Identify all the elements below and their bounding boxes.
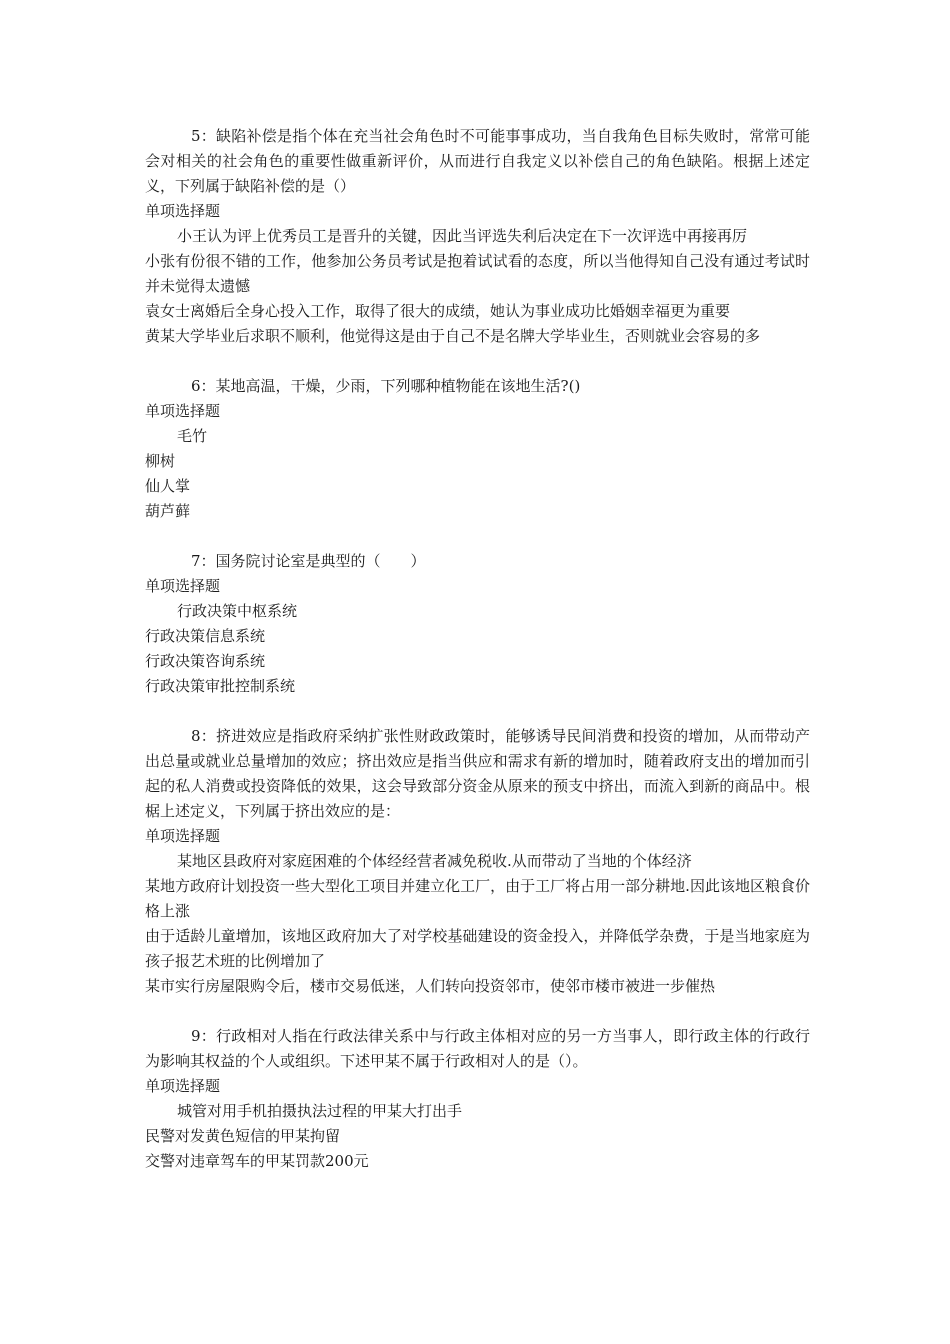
option-item: 交警对违章驾车的甲某罚款200元 <box>145 1152 369 1170</box>
question-6 <box>145 374 810 524</box>
document-page <box>145 124 810 1199</box>
option-list <box>145 424 810 524</box>
option-list <box>145 224 810 349</box>
option-item: 毛竹 <box>177 427 208 445</box>
question-8 <box>145 724 810 999</box>
option-item: 某市实行房屋限购令后，楼市交易低迷，人们转向投资邻市，使邻市楼市被进一步催热 <box>145 977 716 995</box>
option-item: 行政决策中枢系统 <box>177 602 298 620</box>
option-item: 小王认为评上优秀员工是晋升的关键，因此当评选失利后决定在下一次评选中再接再厉 <box>177 227 748 245</box>
question-stem: 7：国务院讨论室是典型的（ ） <box>191 552 426 570</box>
option-item: 葫芦藓 <box>145 502 191 520</box>
option-item: 某地方政府计划投资一些大型化工项目并建立化工厂，由于工厂将占用一部分耕地.因此该地区粮食价格上涨 <box>145 877 810 920</box>
option-item: 某地区县政府对家庭困难的个体经经营者减免税收.从而带动了当地的个体经济 <box>177 852 692 870</box>
option-item: 行政决策信息系统 <box>145 627 266 645</box>
option-item: 柳树 <box>145 452 176 470</box>
option-list <box>145 1099 810 1174</box>
option-item: 民警对发黄色短信的甲某拘留 <box>145 1127 341 1145</box>
question-stem: 5：缺陷补偿是指个体在充当社会角色时不可能事事成功，当自我角色目标失败时，常常可能会对相关的社会角色的重要性做重新评价，从而进行自我定义以补偿自己的角色缺陷。根据上述定义，下列属于缺陷补偿的是（） <box>145 127 810 195</box>
question-type: 单项选择题 <box>145 402 221 420</box>
option-item: 由于适龄儿童增加，该地区政府加大了对学校基础建设的资金投入，并降低学杂费，于是当地家庭为孩子报艺术班的比例增加了 <box>145 927 810 970</box>
option-item: 行政决策审批控制系统 <box>145 677 296 695</box>
question-type: 单项选择题 <box>145 1077 221 1095</box>
question-5 <box>145 124 810 349</box>
option-list <box>145 599 810 699</box>
question-type: 单项选择题 <box>145 202 221 220</box>
question-type: 单项选择题 <box>145 827 221 845</box>
question-type: 单项选择题 <box>145 577 221 595</box>
option-item: 小张有份很不错的工作，他参加公务员考试是抱着试试看的态度，所以当他得知自己没有通过考试时并未觉得太遗憾 <box>145 252 810 295</box>
option-item: 城管对用手机拍摄执法过程的甲某大打出手 <box>177 1102 463 1120</box>
option-item: 袁女士离婚后全身心投入工作，取得了很大的成绩，她认为事业成功比婚姻幸福更为重要 <box>145 302 731 320</box>
question-stem: 6：某地高温，干燥，少雨，下列哪种植物能在该地生活?() <box>191 377 581 395</box>
option-item: 仙人掌 <box>145 477 191 495</box>
option-item: 行政决策咨询系统 <box>145 652 266 670</box>
option-item: 黄某大学毕业后求职不顺利，他觉得这是由于自己不是名牌大学毕业生，否则就业会容易的多 <box>145 327 761 345</box>
question-stem: 8：挤进效应是指政府采纳扩张性财政政策时，能够诱导民间消费和投资的增加，从而带动产出总量或就业总量增加的效应；挤出效应是指当供应和需求有新的增加时，随着政府支出的增加而引起的私人消费或投资降低的效果，这会导致部分资金从原来的预支中挤出，而流入到新的商品中。根椐上述定义，下列属于挤出效应的是： <box>145 727 810 820</box>
question-stem: 9：行政相对人指在行政法律关系中与行政主体相对应的另一方当事人，即行政主体的行政行为影响其权益的个人或组织。下述甲某不属于行政相对人的是（）。 <box>145 1027 810 1070</box>
option-list <box>145 849 810 999</box>
question-9 <box>145 1024 810 1174</box>
question-7 <box>145 549 810 699</box>
